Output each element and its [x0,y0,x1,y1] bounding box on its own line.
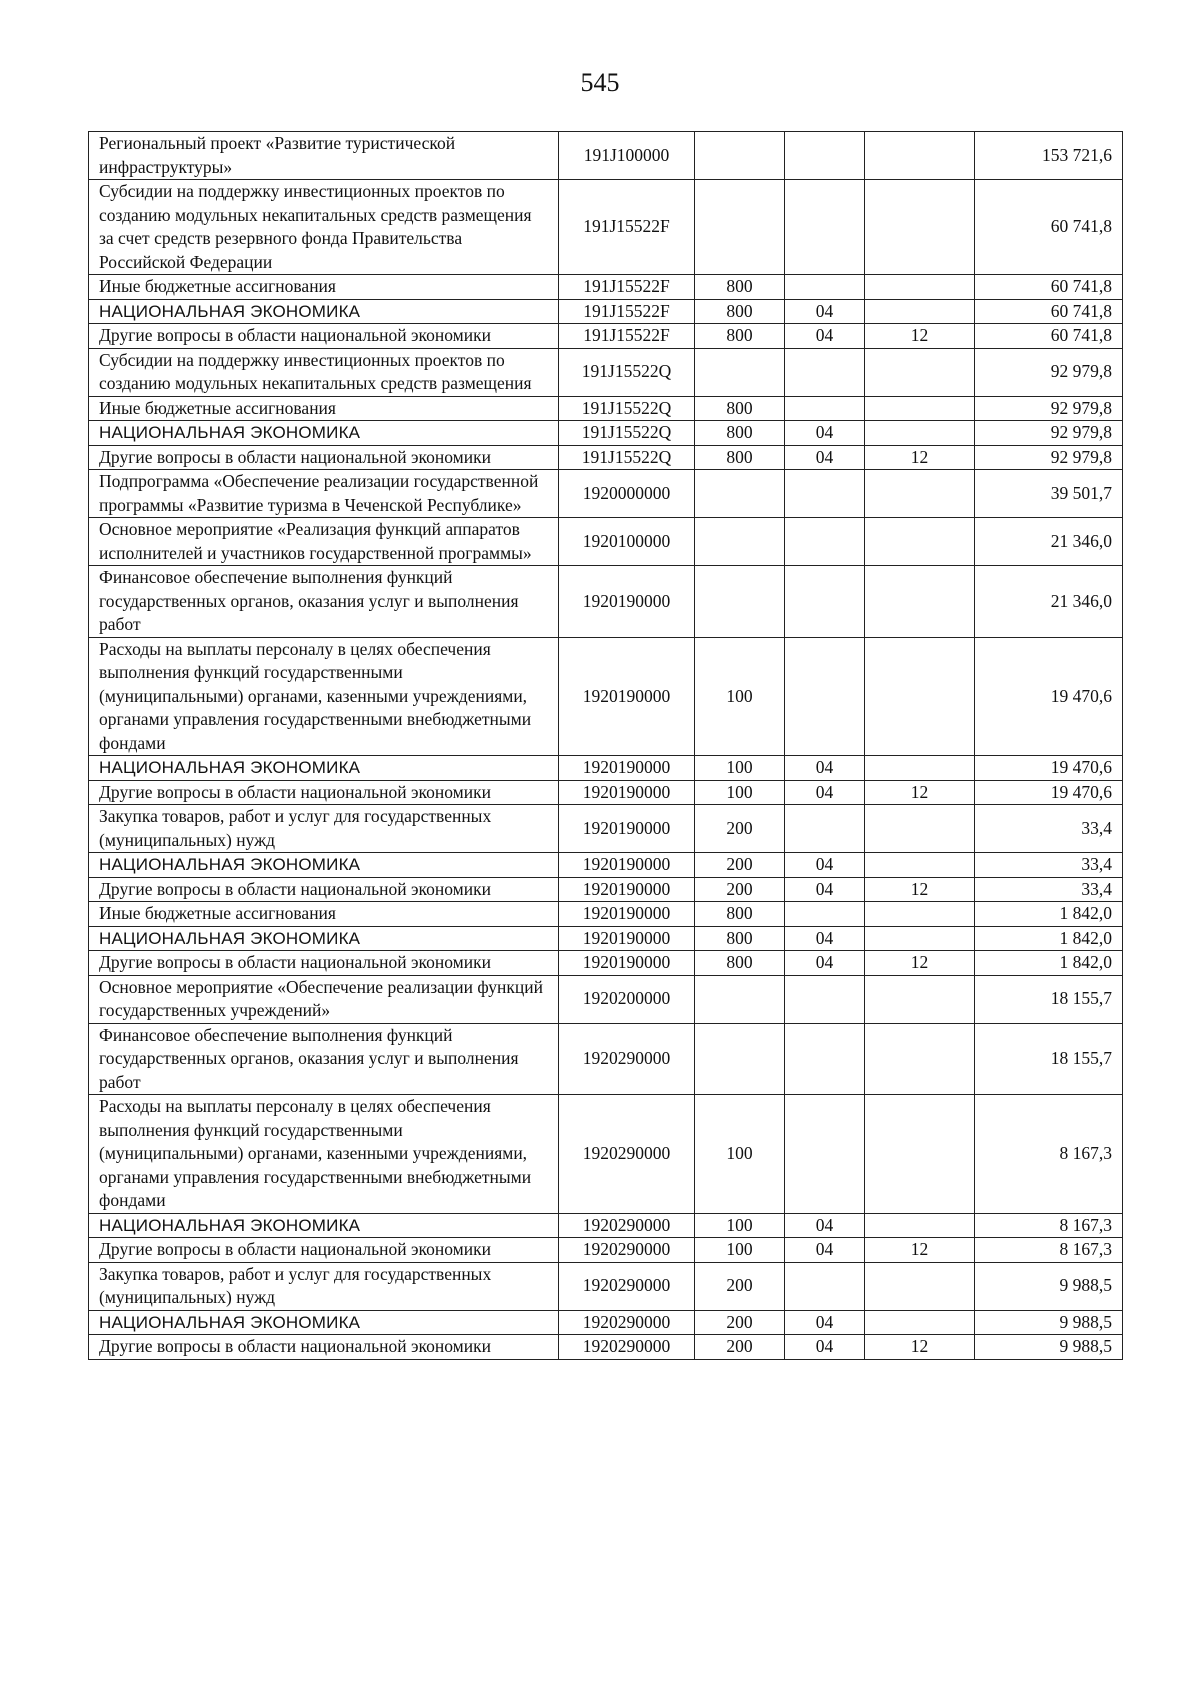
amount-cell: 18 155,7 [975,1023,1123,1095]
target-article-cell: 1920190000 [559,877,695,902]
subsection-cell [865,1213,975,1238]
target-article-cell: 1920190000 [559,853,695,878]
subsection-cell: 12 [865,951,975,976]
budget-table [88,131,1123,1360]
table-row [89,1095,1123,1214]
subsection-cell [865,1095,975,1214]
target-article-cell: 1920290000 [559,1310,695,1335]
expense-type-cell [695,1023,785,1095]
row-name-cell: Закупка товаров, работ и услуг для государственных (муниципальных) нужд [89,1262,559,1310]
subsection-cell: 12 [865,1238,975,1263]
row-name-cell: Субсидии на поддержку инвестиционных проектов по созданию модульных некапитальных средств размещения [89,348,559,396]
row-name-cell: НАЦИОНАЛЬНАЯ ЭКОНОМИКА [89,926,559,951]
amount-cell: 39 501,7 [975,470,1123,518]
section-cell: 04 [785,926,865,951]
expense-type-cell: 800 [695,299,785,324]
section-cell: 04 [785,299,865,324]
expense-type-cell: 200 [695,1310,785,1335]
target-article-cell: 191J15522F [559,180,695,275]
section-cell [785,348,865,396]
amount-cell: 60 741,8 [975,275,1123,300]
expense-type-cell [695,470,785,518]
subsection-cell [865,1310,975,1335]
row-name-cell: Иные бюджетные ассигнования [89,275,559,300]
table-row [89,926,1123,951]
section-cell [785,1023,865,1095]
target-article-cell: 1920290000 [559,1335,695,1360]
target-article-cell: 1920190000 [559,951,695,976]
expense-type-cell: 200 [695,1262,785,1310]
subsection-cell [865,275,975,300]
section-cell [785,637,865,756]
expense-type-cell [695,348,785,396]
subsection-cell [865,132,975,180]
subsection-cell [865,470,975,518]
amount-cell: 60 741,8 [975,299,1123,324]
amount-cell: 92 979,8 [975,348,1123,396]
expense-type-cell [695,975,785,1023]
amount-cell: 1 842,0 [975,951,1123,976]
amount-cell: 1 842,0 [975,926,1123,951]
table-row [89,780,1123,805]
expense-type-cell: 200 [695,853,785,878]
row-name-cell: Другие вопросы в области национальной экономики [89,951,559,976]
amount-cell: 18 155,7 [975,975,1123,1023]
section-cell: 04 [785,324,865,349]
section-cell: 04 [785,421,865,446]
section-cell [785,180,865,275]
row-name-cell: Другие вопросы в области национальной экономики [89,877,559,902]
row-name-cell: Другие вопросы в области национальной экономики [89,1335,559,1360]
amount-cell: 60 741,8 [975,180,1123,275]
target-article-cell: 191J15522Q [559,445,695,470]
table-row [89,324,1123,349]
target-article-cell: 1920190000 [559,805,695,853]
section-cell [785,396,865,421]
row-name-cell: Основное мероприятие «Обеспечение реализации функций государственных учреждений» [89,975,559,1023]
row-name-cell: Основное мероприятие «Реализация функций аппаратов исполнителей и участников государственной программы» [89,518,559,566]
subsection-cell: 12 [865,1335,975,1360]
table-row [89,1335,1123,1360]
amount-cell: 8 167,3 [975,1095,1123,1214]
expense-type-cell: 200 [695,805,785,853]
page-number: 545 [580,68,620,97]
target-article-cell: 1920200000 [559,975,695,1023]
target-article-cell: 1920190000 [559,902,695,927]
row-name-cell: Закупка товаров, работ и услуг для государственных (муниципальных) нужд [89,805,559,853]
subsection-cell [865,348,975,396]
table-row [89,275,1123,300]
row-name-cell: НАЦИОНАЛЬНАЯ ЭКОНОМИКА [89,299,559,324]
section-cell [785,805,865,853]
target-article-cell: 1920000000 [559,470,695,518]
row-name-cell: Другие вопросы в области национальной экономики [89,445,559,470]
expense-type-cell [695,518,785,566]
row-name-cell: Иные бюджетные ассигнования [89,396,559,421]
target-article-cell: 191J15522F [559,299,695,324]
table-row [89,1310,1123,1335]
table-row [89,805,1123,853]
table-row [89,637,1123,756]
section-cell [785,132,865,180]
amount-cell: 153 721,6 [975,132,1123,180]
row-name-cell: Финансовое обеспечение выполнения функций государственных органов, оказания услуг и выполнения работ [89,1023,559,1095]
target-article-cell: 191J15522Q [559,396,695,421]
row-name-cell: Другие вопросы в области национальной экономики [89,1238,559,1263]
row-name-cell: Другие вопросы в области национальной экономики [89,780,559,805]
amount-cell: 19 470,6 [975,756,1123,781]
amount-cell: 92 979,8 [975,421,1123,446]
amount-cell: 92 979,8 [975,445,1123,470]
amount-cell: 8 167,3 [975,1213,1123,1238]
amount-cell: 8 167,3 [975,1238,1123,1263]
table-row [89,180,1123,275]
target-article-cell: 191J15522F [559,324,695,349]
row-name-cell: Подпрограмма «Обеспечение реализации государственной программы «Развитие туризма в Чеченской Республике» [89,470,559,518]
target-article-cell: 1920290000 [559,1213,695,1238]
amount-cell: 9 988,5 [975,1310,1123,1335]
expense-type-cell: 100 [695,756,785,781]
target-article-cell: 1920190000 [559,926,695,951]
expense-type-cell: 100 [695,1095,785,1214]
expense-type-cell: 200 [695,1335,785,1360]
section-cell: 04 [785,756,865,781]
row-name-cell: НАЦИОНАЛЬНАЯ ЭКОНОМИКА [89,853,559,878]
row-name-cell: Иные бюджетные ассигнования [89,902,559,927]
subsection-cell [865,299,975,324]
section-cell [785,566,865,638]
subsection-cell [865,853,975,878]
section-cell: 04 [785,951,865,976]
expense-type-cell: 100 [695,1238,785,1263]
expense-type-cell: 200 [695,877,785,902]
amount-cell: 33,4 [975,877,1123,902]
amount-cell: 21 346,0 [975,566,1123,638]
target-article-cell: 191J15522Q [559,348,695,396]
table-row [89,756,1123,781]
table-row [89,348,1123,396]
table-row [89,951,1123,976]
amount-cell: 33,4 [975,853,1123,878]
table-row [89,132,1123,180]
amount-cell: 92 979,8 [975,396,1123,421]
expense-type-cell [695,132,785,180]
row-name-cell: НАЦИОНАЛЬНАЯ ЭКОНОМИКА [89,421,559,446]
row-name-cell: Другие вопросы в области национальной экономики [89,324,559,349]
table-row [89,518,1123,566]
target-article-cell: 191J15522Q [559,421,695,446]
section-cell: 04 [785,1238,865,1263]
target-article-cell: 1920290000 [559,1238,695,1263]
row-name-cell: Расходы на выплаты персоналу в целях обеспечения выполнения функций государственными (муниципальными) органами, казенными учреждениями, органами управления государственными внебюджетными фондами [89,1095,559,1214]
target-article-cell: 1920100000 [559,518,695,566]
expense-type-cell: 800 [695,926,785,951]
row-name-cell: НАЦИОНАЛЬНАЯ ЭКОНОМИКА [89,756,559,781]
amount-cell: 19 470,6 [975,780,1123,805]
subsection-cell [865,975,975,1023]
target-article-cell: 1920190000 [559,756,695,781]
subsection-cell [865,1262,975,1310]
amount-cell: 60 741,8 [975,324,1123,349]
table-row [89,1213,1123,1238]
section-cell: 04 [785,1310,865,1335]
amount-cell: 21 346,0 [975,518,1123,566]
table-row [89,396,1123,421]
table-row [89,1023,1123,1095]
amount-cell: 33,4 [975,805,1123,853]
target-article-cell: 1920190000 [559,780,695,805]
subsection-cell [865,396,975,421]
expense-type-cell: 800 [695,445,785,470]
subsection-cell [865,637,975,756]
table-row [89,853,1123,878]
amount-cell: 19 470,6 [975,637,1123,756]
subsection-cell [865,756,975,781]
row-name-cell: НАЦИОНАЛЬНАЯ ЭКОНОМИКА [89,1213,559,1238]
expense-type-cell: 800 [695,951,785,976]
expense-type-cell [695,566,785,638]
subsection-cell: 12 [865,877,975,902]
table-row [89,1262,1123,1310]
section-cell [785,975,865,1023]
budget-table-body [89,132,1123,1360]
section-cell [785,470,865,518]
expense-type-cell: 100 [695,1213,785,1238]
subsection-cell: 12 [865,780,975,805]
subsection-cell [865,1023,975,1095]
table-row [89,877,1123,902]
subsection-cell [865,180,975,275]
subsection-cell [865,902,975,927]
section-cell: 04 [785,1335,865,1360]
section-cell [785,1262,865,1310]
expense-type-cell: 800 [695,396,785,421]
row-name-cell: НАЦИОНАЛЬНАЯ ЭКОНОМИКА [89,1310,559,1335]
section-cell: 04 [785,780,865,805]
amount-cell: 1 842,0 [975,902,1123,927]
section-cell [785,275,865,300]
subsection-cell [865,518,975,566]
target-article-cell: 1920290000 [559,1023,695,1095]
amount-cell: 9 988,5 [975,1262,1123,1310]
section-cell [785,518,865,566]
section-cell: 04 [785,1213,865,1238]
section-cell: 04 [785,877,865,902]
subsection-cell [865,566,975,638]
target-article-cell: 1920290000 [559,1262,695,1310]
table-row [89,421,1123,446]
subsection-cell [865,421,975,446]
row-name-cell: Расходы на выплаты персоналу в целях обеспечения выполнения функций государственными (муниципальными) органами, казенными учреждениями, органами управления государственными внебюджетными фондами [89,637,559,756]
subsection-cell: 12 [865,324,975,349]
expense-type-cell: 100 [695,637,785,756]
table-row [89,445,1123,470]
subsection-cell [865,926,975,951]
table-row [89,902,1123,927]
subsection-cell [865,805,975,853]
row-name-cell: Региональный проект «Развитие туристической инфраструктуры» [89,132,559,180]
target-article-cell: 1920290000 [559,1095,695,1214]
amount-cell: 9 988,5 [975,1335,1123,1360]
subsection-cell: 12 [865,445,975,470]
expense-type-cell [695,180,785,275]
table-row [89,1238,1123,1263]
section-cell: 04 [785,445,865,470]
section-cell: 04 [785,853,865,878]
target-article-cell: 191J100000 [559,132,695,180]
expense-type-cell: 800 [695,421,785,446]
section-cell [785,1095,865,1214]
section-cell [785,902,865,927]
row-name-cell: Финансовое обеспечение выполнения функций государственных органов, оказания услуг и выполнения работ [89,566,559,638]
expense-type-cell: 800 [695,902,785,927]
target-article-cell: 1920190000 [559,637,695,756]
target-article-cell: 191J15522F [559,275,695,300]
table-row [89,470,1123,518]
target-article-cell: 1920190000 [559,566,695,638]
row-name-cell: Субсидии на поддержку инвестиционных проектов по созданию модульных некапитальных средств размещения за счет средств резервного фонда Правительства Российской Федерации [89,180,559,275]
table-row [89,975,1123,1023]
table-row [89,566,1123,638]
expense-type-cell: 100 [695,780,785,805]
expense-type-cell: 800 [695,324,785,349]
expense-type-cell: 800 [695,275,785,300]
table-row [89,299,1123,324]
